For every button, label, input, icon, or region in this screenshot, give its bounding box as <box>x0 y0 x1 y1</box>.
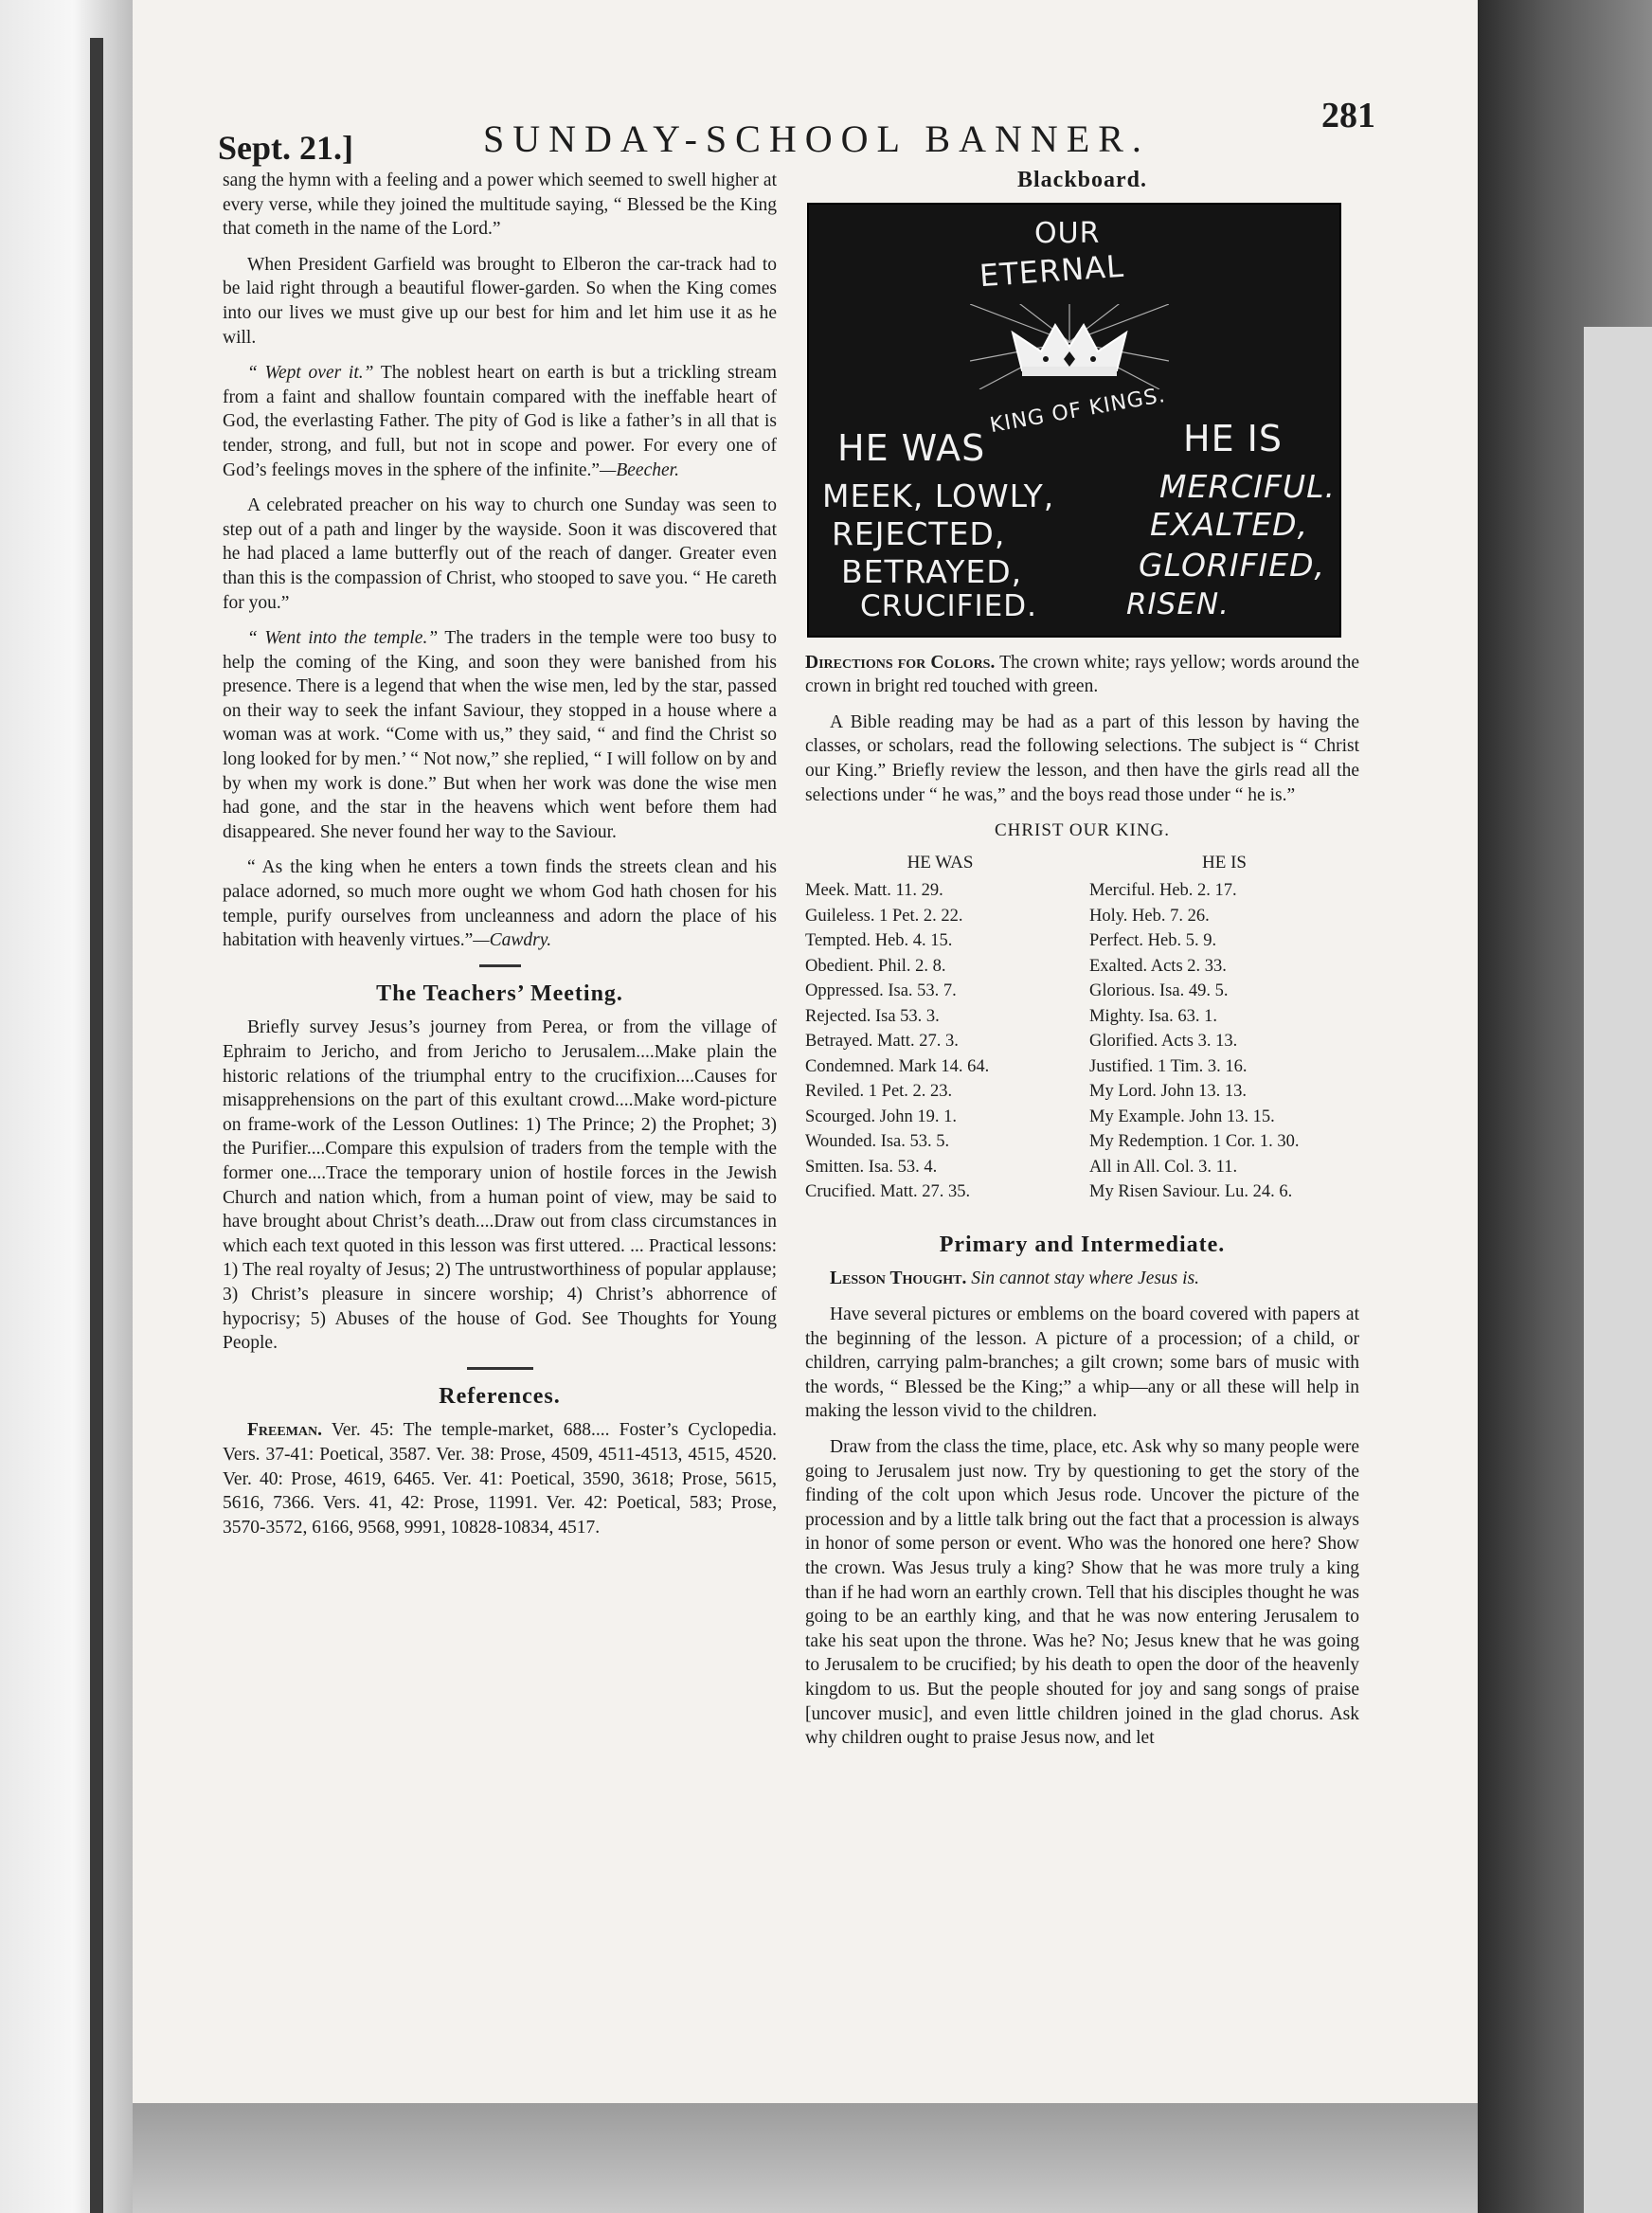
list-item: My Redemption. 1 Cor. 1. 30. <box>1089 1132 1300 1152</box>
paragraph-body: The crown white; rays yellow; words around the crown in bright red touched with green. <box>805 652 1359 697</box>
page-number: 281 <box>1321 96 1375 135</box>
paragraph <box>805 651 1359 699</box>
bb-left-3: BETRAYED, <box>841 552 1023 590</box>
right-page-edge <box>1478 0 1652 2213</box>
section-heading-references: References. <box>439 1383 561 1409</box>
list-item: Justified. 1 Tim. 3. 16. <box>1089 1056 1248 1076</box>
paper-slip <box>1584 327 1652 2213</box>
paragraph: sang the hymn with a feeling and a power which seemed to swell higher at every verse, while they joined the multitude saying, “ Blessed be the King that cometh in the name of the Lord.” <box>223 171 777 240</box>
paragraph <box>223 1418 777 1539</box>
he-was-column <box>805 851 1075 1205</box>
list-item: Holy. Heb. 7. 26. <box>1089 906 1210 926</box>
paragraph <box>223 855 777 952</box>
list-item: My Risen Saviour. Lu. 24. 6. <box>1089 1182 1293 1202</box>
paragraph <box>805 1267 1359 1291</box>
list-item: Wounded. Isa. 53. 5. <box>805 1132 950 1152</box>
list-item: Obedient. Phil. 2. 8. <box>805 956 946 976</box>
paragraph: Have several pictures or emblems on the board covered with papers at the beginning of the lesson. A picture of a procession; of a child, or children, carrying palm-branches; a gilt crown; some bars of music with the words, “ Blessed be the King;” a whip—any or all these will help in making the lesson vivid to the children. <box>805 1304 1359 1422</box>
lead-phrase: Lesson Thought. <box>830 1268 967 1289</box>
paragraph <box>223 361 777 482</box>
page-header <box>218 90 1430 167</box>
lead-phrase: Directions for Colors. <box>805 652 996 673</box>
bb-he-is: HE IS <box>1183 417 1283 459</box>
lead-phrase: “ Went into the temple.” <box>247 628 439 649</box>
list-item: Reviled. 1 Pet. 2. 23. <box>805 1082 953 1102</box>
lead-phrase: “ Wept over it.” <box>247 363 374 384</box>
author: —Cawdry. <box>473 930 552 951</box>
list-item: Condemned. Mark 14. 64. <box>805 1056 990 1076</box>
bb-he-was: HE WAS <box>837 426 986 469</box>
bb-left-4: CRUCIFIED. <box>860 588 1037 623</box>
bb-right-1: MERCIFUL. <box>1159 467 1337 505</box>
bb-right-3: GLORIFIED, <box>1139 546 1326 584</box>
list-item: Tempted. Heb. 4. 15. <box>805 931 953 951</box>
paragraph: When President Garfield was brought to Elberon the car-track had to be laid right through a beautiful flower-garden. So when the King comes into our lives we must give up our best for him and let him use it as he will. <box>223 254 777 348</box>
lead-phrase: Freeman. <box>247 1420 323 1441</box>
bb-left-1: MEEK, LOWLY, <box>822 477 1055 514</box>
bb-right-2: EXALTED, <box>1150 505 1309 543</box>
list-item: Crucified. Matt. 27. 35. <box>805 1182 971 1202</box>
list-item: Exalted. Acts 2. 33. <box>1089 956 1227 976</box>
column-header: HE IS <box>1202 852 1247 873</box>
list-item: Oppressed. Isa. 53. 7. <box>805 981 957 1001</box>
divider <box>479 964 521 967</box>
page <box>133 0 1478 2103</box>
list-item: Scourged. John 19. 1. <box>805 1106 957 1126</box>
bb-king-of-kings: KING OF KINGS. <box>988 383 1168 438</box>
right-column <box>805 169 1359 1762</box>
paragraph: Briefly survey Jesus’s journey from Perea, or from the village of Ephraim to Jericho, and from Jericho to Jerusalem....Make plain the historic relations of the triumphal entry to the crucifixion....Causes for misapprehensions on the part of this exultant crowd....Make word-picture on frame-work of the Lesson Outlines: 1) The Prince; 2) the Prophet; 3) the Purifier....Compare this expulsion of traders from the temple with the former one....Trace the temporary union of hostile forces in the Jewish Church and nation which, from a human point of view, may be said to have brought about Christ’s death....Draw out from class circumstances in which each text quoted in this lesson was first uttered. ... Practical lessons: 1) The real royalty of Jesus; 2) The untrustworthiness of popular applause; 3) Christ’s pleasure in sincere worship; 4) Christ’s abhorrence of hypocrisy; 5) Abuses of the house of God. See Thoughts for Young People. <box>223 1017 777 1354</box>
paragraph-body: “ As the king when he enters a town finds the streets clean and his palace adorned, so much more ought we whom God hath chosen for his temple, purify ourselves from uncleanness and adorn the place of his habitation with heavenly virtues.” <box>223 857 777 951</box>
list-item: Glorified. Acts 3. 13. <box>1089 1032 1238 1052</box>
paragraph: A celebrated preacher on his way to church one Sunday was seen to step out of a path and linger by the wayside. Soon it was discovered that he had placed a lame butterfly out of the reach of danger. Greater even than this is the compassion of Christ, who stooped to save you. “ He careth for you.” <box>223 495 777 613</box>
left-page-edge <box>0 0 133 2213</box>
list-item: Guileless. 1 Pet. 2. 22. <box>805 906 963 926</box>
bb-right-4: RISEN. <box>1126 586 1230 621</box>
bb-eternal: ETERNAL <box>978 247 1125 294</box>
paragraph-body: Ver. 45: The temple-market, 688.... Foster’s Cyclopedia. Vers. 37-41: Poetical, 3587. Ver. 38: Prose, 4509, 4511-4513, 4515, 4520. Ver. 40: Prose, 4619, 6465. Ver. 41: Poetical, 3590, 3618; Prose, 5615, 5616, 7366. Vers. 41, 42: Prose, 11991. Ver. 42: Poetical, 583; Prose, 3570-3572, 6166, 9568, 9991, 10828-10834, 4517. <box>223 1420 777 1538</box>
list-item: My Lord. John 13. 13. <box>1089 1082 1247 1102</box>
binding-shadow <box>90 38 103 2213</box>
paragraph: Draw from the class the time, place, etc. Ask why so many people were going to Jerusalem just now. Try by questioning to get the story of the finding of the colt upon which Jesus rode. Uncover the picture of the procession and by a little talk bring out the fact that a procession is always in honor of some person or event. Who was the honored one here? Show the crown. Was Jesus truly a king? Show that he was more truly a king than if he had worn an earthly crown. Tell that his disciples thought he was going to be an earthly king, and that he was now entering Jerusalem to take his seat upon the throne. Was he? No; Jesus knew that he was going to Jerusalem to be crucified; by his death to open the door of the heavenly kingdom to us. But the people shouted for joy and sang songs of praise [uncover music], and even little children joined in the glad chorus. Ask why children ought to praise Jesus now, and let <box>805 1437 1359 1749</box>
list-item: Merciful. Heb. 2. 17. <box>1089 881 1237 901</box>
paragraph-body: The noblest heart on earth is but a trickling stream from a faint and shallow fountain compared with the ineffable heart of God, the everlasting Father. The pity of God is like a father’s in all that is tender, strong, and full, but not in scope and power. For every one of God’s feelings moves in the sphere of the infinite.” <box>223 363 777 480</box>
list-item: Meek. Matt. 11. 29. <box>805 881 943 901</box>
header-title: SUNDAY-SCHOOL BANNER. <box>483 117 1150 160</box>
blackboard-illustration <box>807 203 1341 638</box>
bb-our: OUR <box>1034 216 1101 250</box>
table-title: CHRIST OUR KING. <box>994 820 1171 841</box>
list-item: Rejected. Isa 53. 3. <box>805 1006 940 1026</box>
paragraph-body: The traders in the temple were too busy to help the coming of the King, and soon they were banished from his presence. There is a legend that when the wise men, led by the star, passed on their way to seek the infant Saviour, they stopped in a house where a woman was at work. “Come with us,” they said, “ and find the Christ so long looked for by men.’ “ Not now,” she replied, “ I will follow on by and by when my work is done.” But when her work was done the wise men had gone, and the star in the heavens which went before them had disappeared. She never found her way to the Saviour. <box>223 628 777 842</box>
divider <box>467 1367 533 1370</box>
column-header: HE WAS <box>907 852 974 873</box>
section-heading-teachers: The Teachers’ Meeting. <box>376 981 623 1006</box>
list-item: Smitten. Isa. 53. 4. <box>805 1157 938 1177</box>
list-item: My Example. John 13. 15. <box>1089 1106 1275 1126</box>
section-heading-primary: Primary and Intermediate. <box>939 1232 1226 1257</box>
he-is-column <box>1089 851 1359 1205</box>
list-item: Betrayed. Matt. 27. 3. <box>805 1032 959 1052</box>
list-item: Mighty. Isa. 63. 1. <box>1089 1006 1217 1026</box>
bottom-shadow <box>133 2098 1478 2213</box>
reading-table <box>805 851 1359 1205</box>
bb-left-2: REJECTED, <box>832 514 1006 552</box>
left-column <box>223 169 777 1551</box>
list-item: Glorious. Isa. 49. 5. <box>1089 981 1229 1001</box>
lesson-thought: Sin cannot stay where Jesus is. <box>971 1268 1200 1289</box>
list-item: All in All. Col. 3. 11. <box>1089 1157 1238 1177</box>
paragraph: A Bible reading may be had as a part of this lesson by having the classes, or scholars, read the following selections. The subject is “ Christ our King.” Briefly review the lesson, and then have the girls read all the selections under “ he was,” and the boys read those under “ he is.” <box>805 711 1359 805</box>
header-date: Sept. 21.] <box>218 129 353 167</box>
author: —Beecher. <box>600 459 679 480</box>
paragraph <box>223 626 777 844</box>
list-item: Perfect. Heb. 5. 9. <box>1089 931 1217 951</box>
section-heading-blackboard: Blackboard. <box>1016 168 1148 192</box>
crown-icon <box>970 304 1169 389</box>
